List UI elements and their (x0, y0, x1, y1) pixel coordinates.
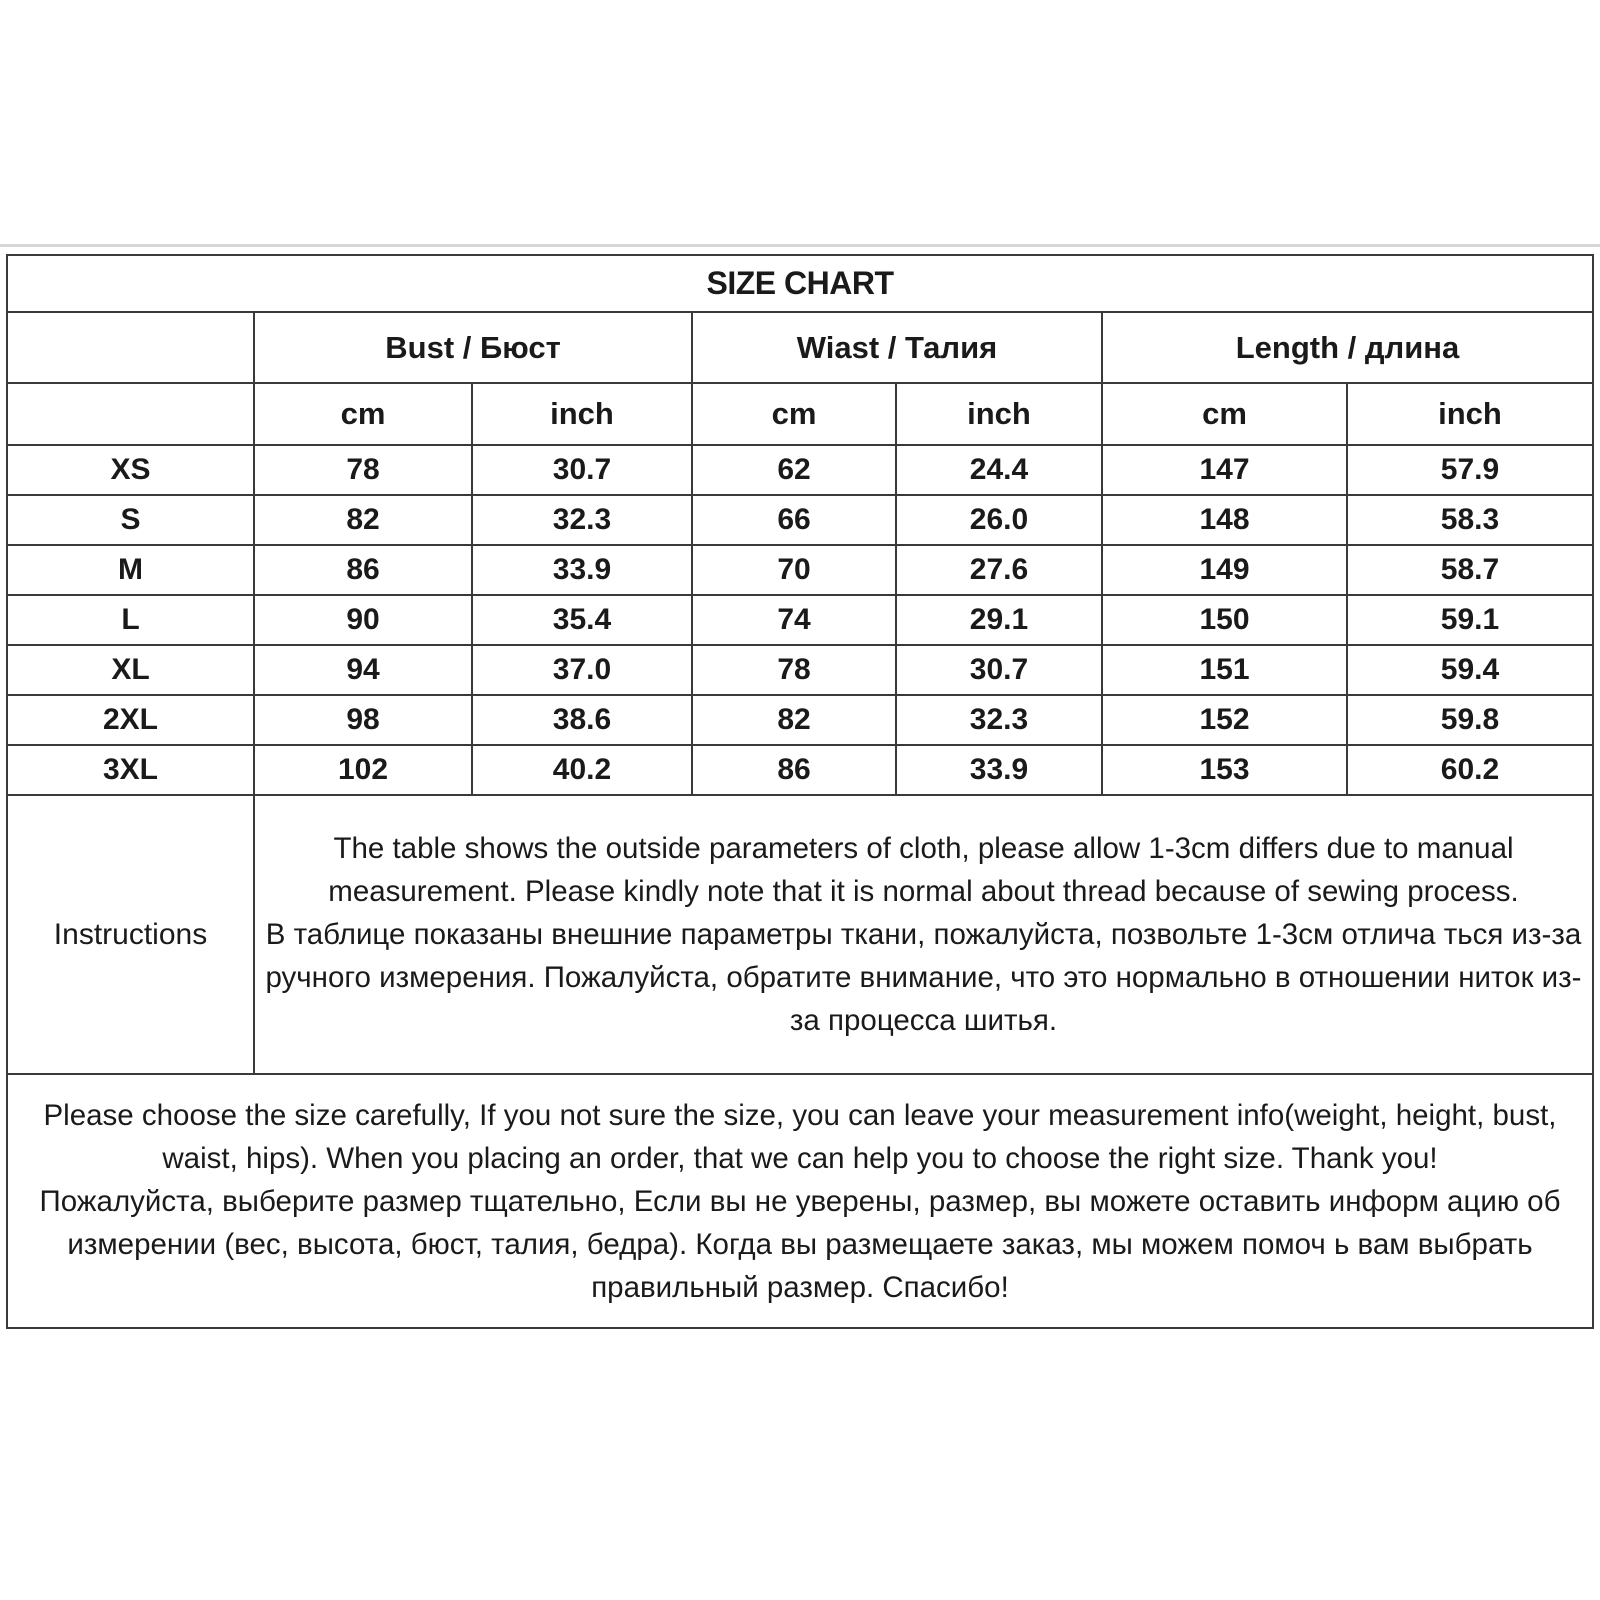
value-text: 59.8 (1440, 703, 1500, 736)
unit-header (1347, 383, 1593, 445)
group-header-bust (254, 312, 692, 383)
value-cell (1347, 545, 1593, 595)
value-cell (1102, 445, 1347, 495)
value-text: 78 (346, 453, 380, 486)
unit-label: cm (1202, 396, 1247, 431)
empty-unit-cell (7, 383, 254, 445)
value-text: 58.3 (1440, 503, 1500, 536)
value-text: 94 (346, 653, 380, 686)
size-note-row (7, 1074, 1593, 1328)
value-text: 82 (777, 703, 811, 736)
value-text: 153 (1199, 753, 1250, 786)
value-cell (1347, 695, 1593, 745)
instructions-row (7, 795, 1593, 1074)
instructions-text-en: The table shows the outside parameters of cloth, please allow 1-3cm differs due to manual measurement. Please kindly note that it is normal about thread because of sewing process. (328, 832, 1519, 908)
table-row (7, 595, 1593, 645)
value-cell (692, 745, 896, 795)
instructions-text-cell (254, 795, 1593, 1074)
value-text: 149 (1199, 553, 1250, 586)
value-cell (1347, 595, 1593, 645)
value-text: 62 (777, 453, 811, 486)
chart-title (7, 255, 1593, 312)
value-cell (254, 545, 472, 595)
value-cell (1102, 545, 1347, 595)
value-cell (692, 445, 896, 495)
unit-header (472, 383, 692, 445)
value-cell (896, 695, 1102, 745)
value-cell (254, 445, 472, 495)
value-text: 27.6 (969, 553, 1029, 586)
unit-header (896, 383, 1102, 445)
value-text: 59.1 (1440, 603, 1500, 636)
unit-header (692, 383, 896, 445)
value-text: 33.9 (969, 753, 1029, 786)
size-cell (7, 645, 254, 695)
size-label: S (120, 503, 141, 536)
value-text: 147 (1199, 453, 1250, 486)
value-cell (254, 495, 472, 545)
value-cell (472, 595, 692, 645)
instructions-text-ru: В таблице показаны внешние параметры ткани, пожалуйста, позвольте 1-3см отлича ться из-за ручного измерения. Пожалуйста, обратите внимание, что это нормально в отношении ниток из-за процесса шитья. (265, 918, 1582, 1037)
value-text: 86 (777, 753, 811, 786)
value-text: 33.9 (552, 553, 612, 586)
value-cell (896, 645, 1102, 695)
value-cell (1102, 645, 1347, 695)
table-row (7, 495, 1593, 545)
value-cell (472, 545, 692, 595)
size-cell (7, 545, 254, 595)
value-text: 86 (346, 553, 380, 586)
unit-label: cm (771, 396, 817, 431)
group-header-waist-label: Wiast / Талия (796, 329, 998, 365)
value-text: 151 (1199, 653, 1250, 686)
unit-label: inch (550, 396, 614, 431)
value-cell (254, 645, 472, 695)
value-cell (1102, 595, 1347, 645)
value-cell (254, 595, 472, 645)
size-label: 3XL (102, 753, 159, 786)
chart-title-text: SIZE CHART (706, 265, 894, 301)
value-text: 150 (1199, 603, 1250, 636)
size-label: M (118, 553, 143, 586)
size-note-text-ru: Пожалуйста, выберите размер тщательно, Если вы не уверены, размер, вы можете оставить информ ацию об измерении (вес, высота, бюст, талия, бедра). Когда вы размещаете заказ, мы можем помоч ь вам выбрать правильный размер. Спасибо! (39, 1184, 1561, 1304)
empty-header-cell (7, 312, 254, 383)
size-cell (7, 495, 254, 545)
value-cell (1347, 745, 1593, 795)
value-text: 57.9 (1440, 453, 1500, 486)
value-cell (254, 745, 472, 795)
group-header-waist (692, 312, 1102, 383)
value-text: 148 (1199, 503, 1250, 536)
value-text: 59.4 (1440, 653, 1500, 686)
table-row (7, 745, 1593, 795)
value-cell (472, 745, 692, 795)
group-header-length-label: Length / длина (1235, 329, 1460, 365)
size-chart-table (6, 254, 1594, 1329)
value-text: 152 (1199, 703, 1250, 736)
value-cell (692, 645, 896, 695)
value-text: 30.7 (552, 453, 612, 486)
value-cell (896, 745, 1102, 795)
size-label: XS (110, 453, 151, 486)
value-text: 66 (777, 503, 811, 536)
value-text: 35.4 (552, 603, 612, 636)
size-note-text-en: Please choose the size carefully, If you not sure the size, you can leave your measurement info(weight, height, bust, waist, hips). When you placing an order, that we can help you to choose the right size. Thank you! (43, 1098, 1557, 1175)
value-cell (254, 695, 472, 745)
value-cell (896, 595, 1102, 645)
value-cell (1102, 695, 1347, 745)
measure-group-row (7, 312, 1593, 383)
value-text: 32.3 (552, 503, 612, 536)
value-cell (896, 445, 1102, 495)
value-cell (472, 645, 692, 695)
value-text: 82 (346, 503, 380, 536)
value-text: 58.7 (1440, 553, 1500, 586)
size-cell (7, 445, 254, 495)
value-text: 78 (777, 653, 811, 686)
unit-label: inch (1438, 396, 1502, 431)
value-cell (692, 695, 896, 745)
table-row (7, 645, 1593, 695)
unit-row (7, 383, 1593, 445)
value-cell (472, 695, 692, 745)
value-text: 102 (337, 753, 389, 786)
value-text: 40.2 (552, 753, 612, 786)
title-row (7, 255, 1593, 312)
size-label: 2XL (102, 703, 159, 736)
instructions-label-cell (7, 795, 254, 1074)
value-cell (472, 495, 692, 545)
value-cell (1347, 645, 1593, 695)
table-row (7, 445, 1593, 495)
value-cell (1347, 495, 1593, 545)
value-text: 70 (777, 553, 811, 586)
value-cell (1347, 445, 1593, 495)
value-cell (692, 545, 896, 595)
unit-header (1102, 383, 1347, 445)
instructions-label: Instructions (53, 917, 208, 951)
value-text: 30.7 (969, 653, 1029, 686)
value-cell (896, 545, 1102, 595)
value-cell (472, 445, 692, 495)
value-cell (1102, 495, 1347, 545)
value-text: 60.2 (1440, 753, 1500, 786)
size-label: XL (111, 653, 150, 686)
value-text: 24.4 (969, 453, 1029, 486)
value-cell (692, 595, 896, 645)
value-cell (1102, 745, 1347, 795)
value-text: 74 (777, 603, 811, 636)
size-note-cell (7, 1074, 1593, 1328)
group-header-bust-label: Bust / Бюст (385, 329, 561, 365)
group-header-length (1102, 312, 1593, 383)
unit-header (254, 383, 472, 445)
table-row (7, 695, 1593, 745)
value-text: 26.0 (969, 503, 1029, 536)
value-text: 32.3 (969, 703, 1029, 736)
table-row (7, 545, 1593, 595)
value-text: 37.0 (552, 653, 612, 686)
unit-label: cm (340, 396, 386, 431)
value-text: 90 (346, 603, 380, 636)
size-cell (7, 595, 254, 645)
value-text: 38.6 (552, 703, 612, 736)
unit-label: inch (967, 396, 1031, 431)
size-cell (7, 695, 254, 745)
size-cell (7, 745, 254, 795)
value-cell (692, 495, 896, 545)
value-text: 29.1 (969, 603, 1029, 636)
value-cell (896, 495, 1102, 545)
value-text: 98 (346, 703, 380, 736)
top-divider (0, 244, 1600, 247)
size-label: L (121, 603, 140, 636)
